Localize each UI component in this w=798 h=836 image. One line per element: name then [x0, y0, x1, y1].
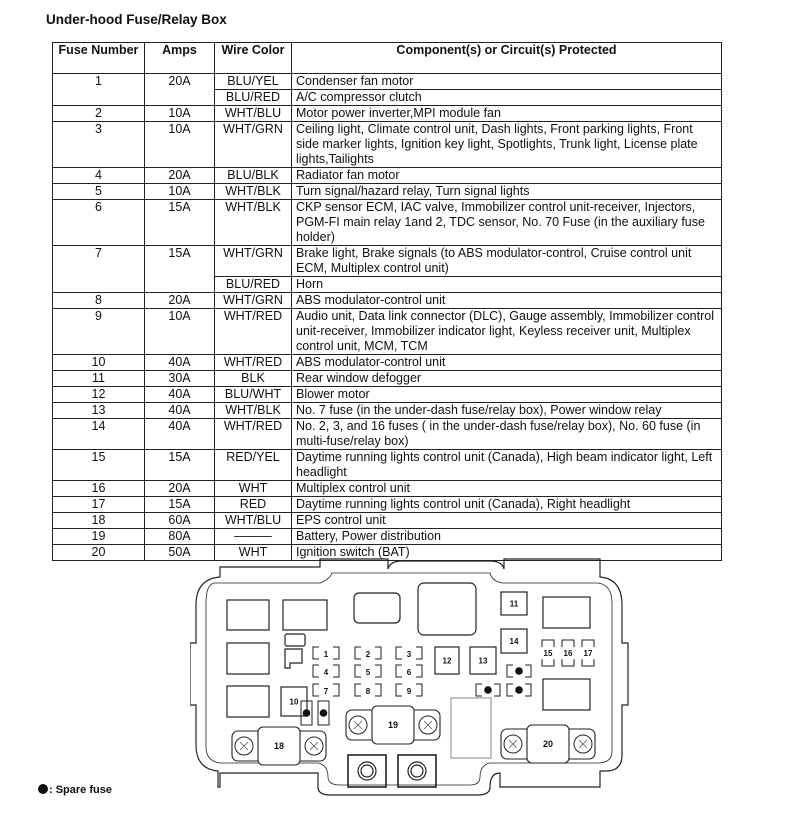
fuse-number-cell: 11 — [53, 371, 145, 387]
amps-cell: 40A — [145, 387, 215, 403]
page-title: Under-hood Fuse/Relay Box — [46, 12, 227, 27]
component-cell: CKP sensor ECM, IAC valve, Immobilizer control unit-receiver, Injectors, PGM-FI main relay 1and 2, TDC sensor, No. 70 Fuse (in the auxiliary fuse holder) — [292, 200, 722, 246]
fuse-label-5: 5 — [365, 668, 371, 677]
fuse-number-cell: 20 — [53, 545, 145, 561]
component-cell: Radiator fan motor — [292, 168, 722, 184]
component-cell: Brake light, Brake signals (to ABS modulator-control, Cruise control unit ECM, Multiplex control unit) — [292, 246, 722, 277]
fuse-label-18: 18 — [273, 741, 285, 751]
wire-color-cell: WHT/BLK — [215, 403, 292, 419]
spare-fuse-dot-icon — [515, 686, 523, 694]
amps-cell: 60A — [145, 513, 215, 529]
fuse-label-11: 11 — [509, 599, 519, 609]
wire-color-cell: WHT/BLU — [215, 513, 292, 529]
fuse-number-cell: 8 — [53, 293, 145, 309]
fuse-number-cell: 10 — [53, 355, 145, 371]
amps-cell: 15A — [145, 450, 215, 481]
fuse-number-cell: 6 — [53, 200, 145, 246]
fuse-number-cell: 9 — [53, 309, 145, 355]
table-row — [53, 371, 722, 387]
component-cell: Motor power inverter,MPI module fan — [292, 106, 722, 122]
fuse-number-cell: 16 — [53, 481, 145, 497]
amps-cell: 20A — [145, 168, 215, 184]
amps-cell: 15A — [145, 246, 215, 293]
wire-color-cell: WHT/GRN — [215, 246, 292, 277]
fuse-number-cell: 19 — [53, 529, 145, 545]
amps-cell: 10A — [145, 309, 215, 355]
component-cell: Blower motor — [292, 387, 722, 403]
table-row — [53, 309, 722, 355]
component-cell: Multiplex control unit — [292, 481, 722, 497]
fuse-number-cell: 7 — [53, 246, 145, 293]
wire-color-cell: ——— — [215, 529, 292, 545]
component-cell: Rear window defogger — [292, 371, 722, 387]
amps-cell: 40A — [145, 419, 215, 450]
fuse-label-20: 20 — [542, 739, 554, 749]
header-wire-color: Wire Color — [215, 43, 292, 74]
component-cell: Daytime running lights control unit (Canada), Right headlight — [292, 497, 722, 513]
table-header-row — [53, 43, 722, 74]
spare-fuse-dot-icon — [515, 667, 523, 675]
amps-cell: 20A — [145, 74, 215, 106]
wire-color-cell: WHT — [215, 545, 292, 561]
wire-color-cell: BLU/WHT — [215, 387, 292, 403]
amps-cell: 10A — [145, 184, 215, 200]
amps-cell: 40A — [145, 403, 215, 419]
component-cell: Turn signal/hazard relay, Turn signal lights — [292, 184, 722, 200]
wire-color-cell: WHT/RED — [215, 355, 292, 371]
amps-cell: 40A — [145, 355, 215, 371]
table-row — [53, 529, 722, 545]
spare-fuse-dot-icon — [320, 709, 328, 717]
wire-color-cell: WHT/BLK — [215, 184, 292, 200]
wire-color-cell: BLU/RED — [215, 90, 292, 106]
header-amps: Amps — [145, 43, 215, 74]
fuse-label-19: 19 — [387, 720, 399, 730]
spare-fuse-dot-icon — [38, 784, 48, 794]
fuse-label-4: 4 — [323, 668, 329, 677]
table-row — [53, 387, 722, 403]
fuse-box-svg — [190, 555, 630, 805]
fuse-number-cell: 17 — [53, 497, 145, 513]
table-row — [53, 200, 722, 246]
fuse-number-cell: 2 — [53, 106, 145, 122]
fuse-number-cell: 5 — [53, 184, 145, 200]
component-cell: A/C compressor clutch — [292, 90, 722, 106]
fuse-table — [52, 42, 722, 561]
amps-cell: 10A — [145, 106, 215, 122]
wire-color-cell: BLK — [215, 371, 292, 387]
amps-cell: 80A — [145, 529, 215, 545]
fuse-number-cell: 3 — [53, 122, 145, 168]
fuse-box-diagram — [190, 555, 630, 810]
component-cell: ABS modulator-control unit — [292, 355, 722, 371]
amps-cell: 50A — [145, 545, 215, 561]
wire-color-cell: BLU/BLK — [215, 168, 292, 184]
wire-color-cell: WHT/BLK — [215, 200, 292, 246]
table-row — [53, 168, 722, 184]
fuse-number-cell: 4 — [53, 168, 145, 184]
table-row — [53, 184, 722, 200]
spare-fuse-dot-icon — [484, 686, 492, 694]
fuse-label-13: 13 — [478, 656, 488, 666]
amps-cell: 15A — [145, 497, 215, 513]
spare-fuse-dot-icon — [303, 709, 311, 717]
component-cell: Battery, Power distribution — [292, 529, 722, 545]
wire-color-cell: RED — [215, 497, 292, 513]
wire-color-cell: BLU/YEL — [215, 74, 292, 90]
fuse-label-7: 7 — [323, 687, 329, 696]
header-component: Component(s) or Circuit(s) Protected — [292, 43, 722, 74]
component-cell: Ceiling light, Climate control unit, Dash lights, Front parking lights, Front side marker lights, Ignition key light, Spotlights, Trunk light, License plate lights,Tailights — [292, 122, 722, 168]
component-cell: No. 2, 3, and 16 fuses ( in the under-dash fuse/relay box), No. 60 fuse (in multi-fuse/relay box) — [292, 419, 722, 450]
component-cell: Horn — [292, 277, 722, 293]
component-cell: ABS modulator-control unit — [292, 293, 722, 309]
component-cell: EPS control unit — [292, 513, 722, 529]
amps-cell: 15A — [145, 200, 215, 246]
wire-color-cell: RED/YEL — [215, 450, 292, 481]
fuse-label-2: 2 — [365, 650, 371, 659]
component-cell: Condenser fan motor — [292, 74, 722, 90]
fuse-label-15: 15 — [543, 649, 553, 658]
amps-cell: 30A — [145, 371, 215, 387]
table-row — [53, 106, 722, 122]
table-row — [53, 450, 722, 481]
fuse-label-3: 3 — [406, 650, 412, 659]
fuse-label-16: 16 — [563, 649, 573, 658]
amps-cell: 20A — [145, 481, 215, 497]
fuse-label-14: 14 — [509, 637, 519, 646]
amps-cell: 20A — [145, 293, 215, 309]
wire-color-cell: BLU/RED — [215, 277, 292, 293]
fuse-table-body — [53, 74, 722, 561]
fuse-number-cell: 1 — [53, 74, 145, 106]
fuse-number-cell: 15 — [53, 450, 145, 481]
legend — [38, 784, 112, 796]
fuse-label-12: 12 — [442, 656, 452, 666]
wire-color-cell: WHT/GRN — [215, 122, 292, 168]
fuse-label-1: 1 — [323, 650, 329, 659]
table-row — [53, 293, 722, 309]
fuse-number-cell: 18 — [53, 513, 145, 529]
table-row — [53, 497, 722, 513]
fuse-number-cell: 14 — [53, 419, 145, 450]
component-cell: Audio unit, Data link connector (DLC), Gauge assembly, Immobilizer control unit-receiver, Immobilizer indicator light, Keyless receiver unit, Multiplex control unit, MCM, TCM — [292, 309, 722, 355]
table-row — [53, 246, 722, 277]
wire-color-cell: WHT/GRN — [215, 293, 292, 309]
amps-cell: 10A — [145, 122, 215, 168]
fuse-label-6: 6 — [406, 668, 412, 677]
wire-color-cell: WHT — [215, 481, 292, 497]
component-cell: Ignition switch (BAT) — [292, 545, 722, 561]
table-row — [53, 122, 722, 168]
header-fuse-number: Fuse Number — [53, 43, 145, 74]
wire-color-cell: WHT/BLU — [215, 106, 292, 122]
wire-color-cell: WHT/RED — [215, 309, 292, 355]
table-row — [53, 355, 722, 371]
table-row — [53, 403, 722, 419]
table-row — [53, 481, 722, 497]
fuse-label-17: 17 — [583, 649, 593, 658]
component-cell: Daytime running lights control unit (Canada), High beam indicator light, Left headlight — [292, 450, 722, 481]
table-row — [53, 74, 722, 90]
fuse-number-cell: 12 — [53, 387, 145, 403]
table-row — [53, 513, 722, 529]
legend-label: : Spare fuse — [49, 784, 112, 796]
table-row — [53, 419, 722, 450]
fuse-label-8: 8 — [365, 687, 371, 696]
fuse-number-cell: 13 — [53, 403, 145, 419]
fuse-label-10: 10 — [289, 697, 299, 707]
fuse-label-9: 9 — [406, 687, 412, 696]
component-cell: No. 7 fuse (in the under-dash fuse/relay box), Power window relay — [292, 403, 722, 419]
wire-color-cell: WHT/RED — [215, 419, 292, 450]
